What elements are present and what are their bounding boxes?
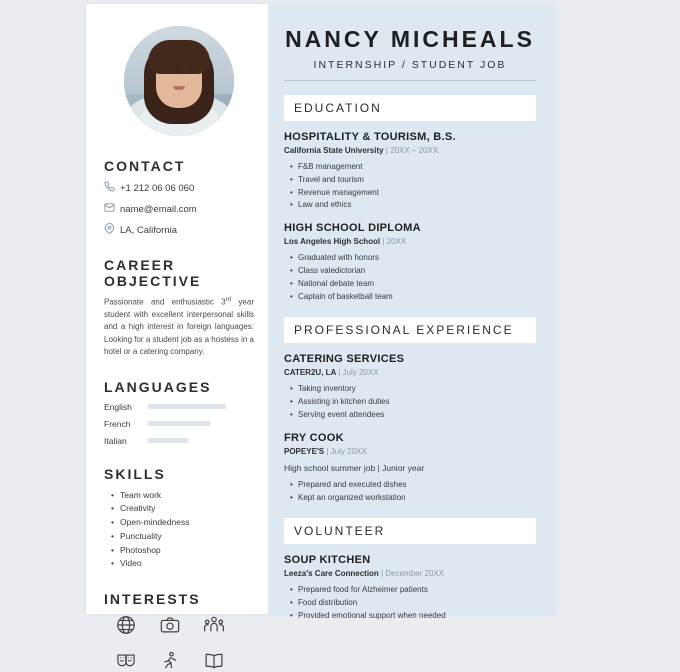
resume-left-column [86, 4, 268, 614]
list-item: • Class valedictorian [298, 265, 536, 278]
entry-meta: | December 20XX [381, 569, 445, 579]
language-row [104, 402, 254, 412]
envelope-icon [104, 202, 120, 216]
contact-location-value: LA, California [120, 224, 178, 236]
list-item: • Food distribution [298, 597, 536, 610]
language-name: Italian [104, 435, 127, 446]
entry-title: HIGH SCHOOL DIPLOMA [284, 222, 421, 235]
entry-title: SOUP KITCHEN [284, 554, 371, 567]
entry-title: HOSPITALITY & TOURISM, B.S. [284, 131, 456, 143]
entry-bullets [284, 161, 536, 212]
list-item: • Captain of basketball team [298, 291, 536, 304]
entry-bullets [284, 252, 536, 303]
language-level-bar [148, 404, 226, 409]
contact-phone-row [104, 181, 254, 195]
objective-text-a: Passionate and enthusiastic 3 [104, 297, 226, 307]
entry-subtitle [284, 146, 536, 155]
language-name: French [104, 418, 131, 429]
entry-org: Los Angeles High School [284, 237, 381, 247]
list-item: • Assisting in kitchen duties [298, 396, 536, 409]
list-item: • Graduated with honors [298, 252, 536, 265]
list-item: • Prepared and executed dishes [298, 479, 536, 492]
list-item: • Photoshop [120, 544, 254, 558]
contact-location-row [104, 223, 254, 237]
contact-section-title: CONTACT [104, 158, 186, 174]
entry-org: POPEYE'S [284, 446, 325, 456]
list-item: • Provided emotional support when needed [298, 610, 536, 623]
theater-masks-icon [104, 650, 148, 672]
list-item: • Video [120, 557, 254, 571]
section-label: PROFESSIONAL EXPERIENCE [294, 323, 514, 338]
list-item: • Kept an organized workstation [298, 492, 536, 505]
career-objective-text [104, 296, 254, 359]
entry-bullets [284, 479, 536, 505]
list-item: • National debate team [298, 278, 536, 291]
list-item: • Team work [120, 489, 254, 503]
objective-ordinal-suffix: rd [225, 297, 232, 303]
resume-right-column [268, 4, 554, 620]
running-person-icon [148, 650, 192, 672]
education-entry [284, 222, 536, 303]
entry-meta: | July 20XX [326, 446, 367, 456]
section-band-education [284, 95, 536, 121]
page-title: NANCY MICHEALS [285, 26, 535, 52]
entry-org: Leeza's Care Connection [284, 569, 379, 579]
experience-entry [284, 353, 536, 421]
list-item: • Taking inventory [298, 383, 536, 396]
list-item: • Creativity [120, 502, 254, 516]
entry-subtitle [284, 569, 536, 578]
list-item: • Travel and tourism [298, 174, 536, 187]
language-name: English [104, 401, 132, 412]
list-item: • Open-mindedness [120, 516, 254, 530]
entry-title: CATERING SERVICES [284, 353, 405, 366]
phone-icon [104, 181, 120, 195]
skills-list [104, 489, 254, 572]
entry-bullets [284, 383, 536, 421]
contact-email-value: name@email.com [120, 203, 197, 215]
list-item: • F&B management [298, 161, 536, 174]
entry-subtitle [284, 237, 536, 246]
volunteer-entry [284, 554, 536, 622]
entry-subtitle [284, 368, 536, 377]
job-subtitle: INTERNSHIP / STUDENT JOB [284, 59, 536, 81]
avatar [124, 26, 234, 136]
language-level-bar [148, 421, 210, 426]
experience-entry [284, 432, 536, 505]
language-row [104, 419, 254, 429]
entry-org: CATER2U, LA [284, 368, 336, 378]
languages-list [104, 402, 254, 446]
skills-title: SKILLS [104, 465, 166, 482]
avatar-eye-right [188, 70, 194, 73]
entry-bullets [284, 584, 536, 622]
objective-text-b: year student with excellent interpersonal skills and a high interest in foreign languages. Looking for a student job as a hostess in a hotel or a catering company. [104, 297, 254, 357]
language-row [104, 436, 254, 446]
entry-meta: | 20XX – 20XX [385, 146, 439, 155]
resume-document [86, 4, 554, 620]
entry-title: FRY COOK [284, 431, 344, 444]
avatar-eye-left [175, 70, 181, 73]
career-objective-title: CAREER OBJECTIVE [104, 257, 202, 289]
open-book-icon [192, 650, 236, 672]
avatar-hair-front [148, 40, 210, 74]
entry-subtitle [284, 447, 536, 456]
language-level-bar [148, 438, 188, 443]
entry-meta: | July 20XX [338, 368, 379, 378]
list-item: • Serving event attendees [298, 409, 536, 422]
interests-title: INTERESTS [104, 591, 201, 608]
list-item: • Prepared food for Alzheimer patients [298, 584, 536, 597]
education-entry [284, 131, 536, 212]
contact-email-row [104, 202, 254, 216]
section-label: VOLUNTEER [294, 524, 386, 539]
entry-org: California State University [284, 146, 384, 155]
section-label: EDUCATION [294, 101, 382, 115]
location-pin-icon [104, 223, 120, 237]
languages-title: LANGUAGES [104, 378, 212, 395]
entry-note: High school summer job | Junior year [284, 462, 425, 473]
list-item: • Law and ethics [298, 199, 536, 212]
list-item: • Revenue management [298, 187, 536, 200]
contact-phone-value: +1 212 06 06 060 [120, 182, 195, 194]
section-band-volunteer [284, 518, 536, 544]
list-item: • Punctuality [120, 530, 254, 544]
interests-icon-grid [104, 614, 236, 672]
section-band-professional-experience [284, 317, 536, 343]
entry-meta: | 20XX [382, 237, 407, 247]
